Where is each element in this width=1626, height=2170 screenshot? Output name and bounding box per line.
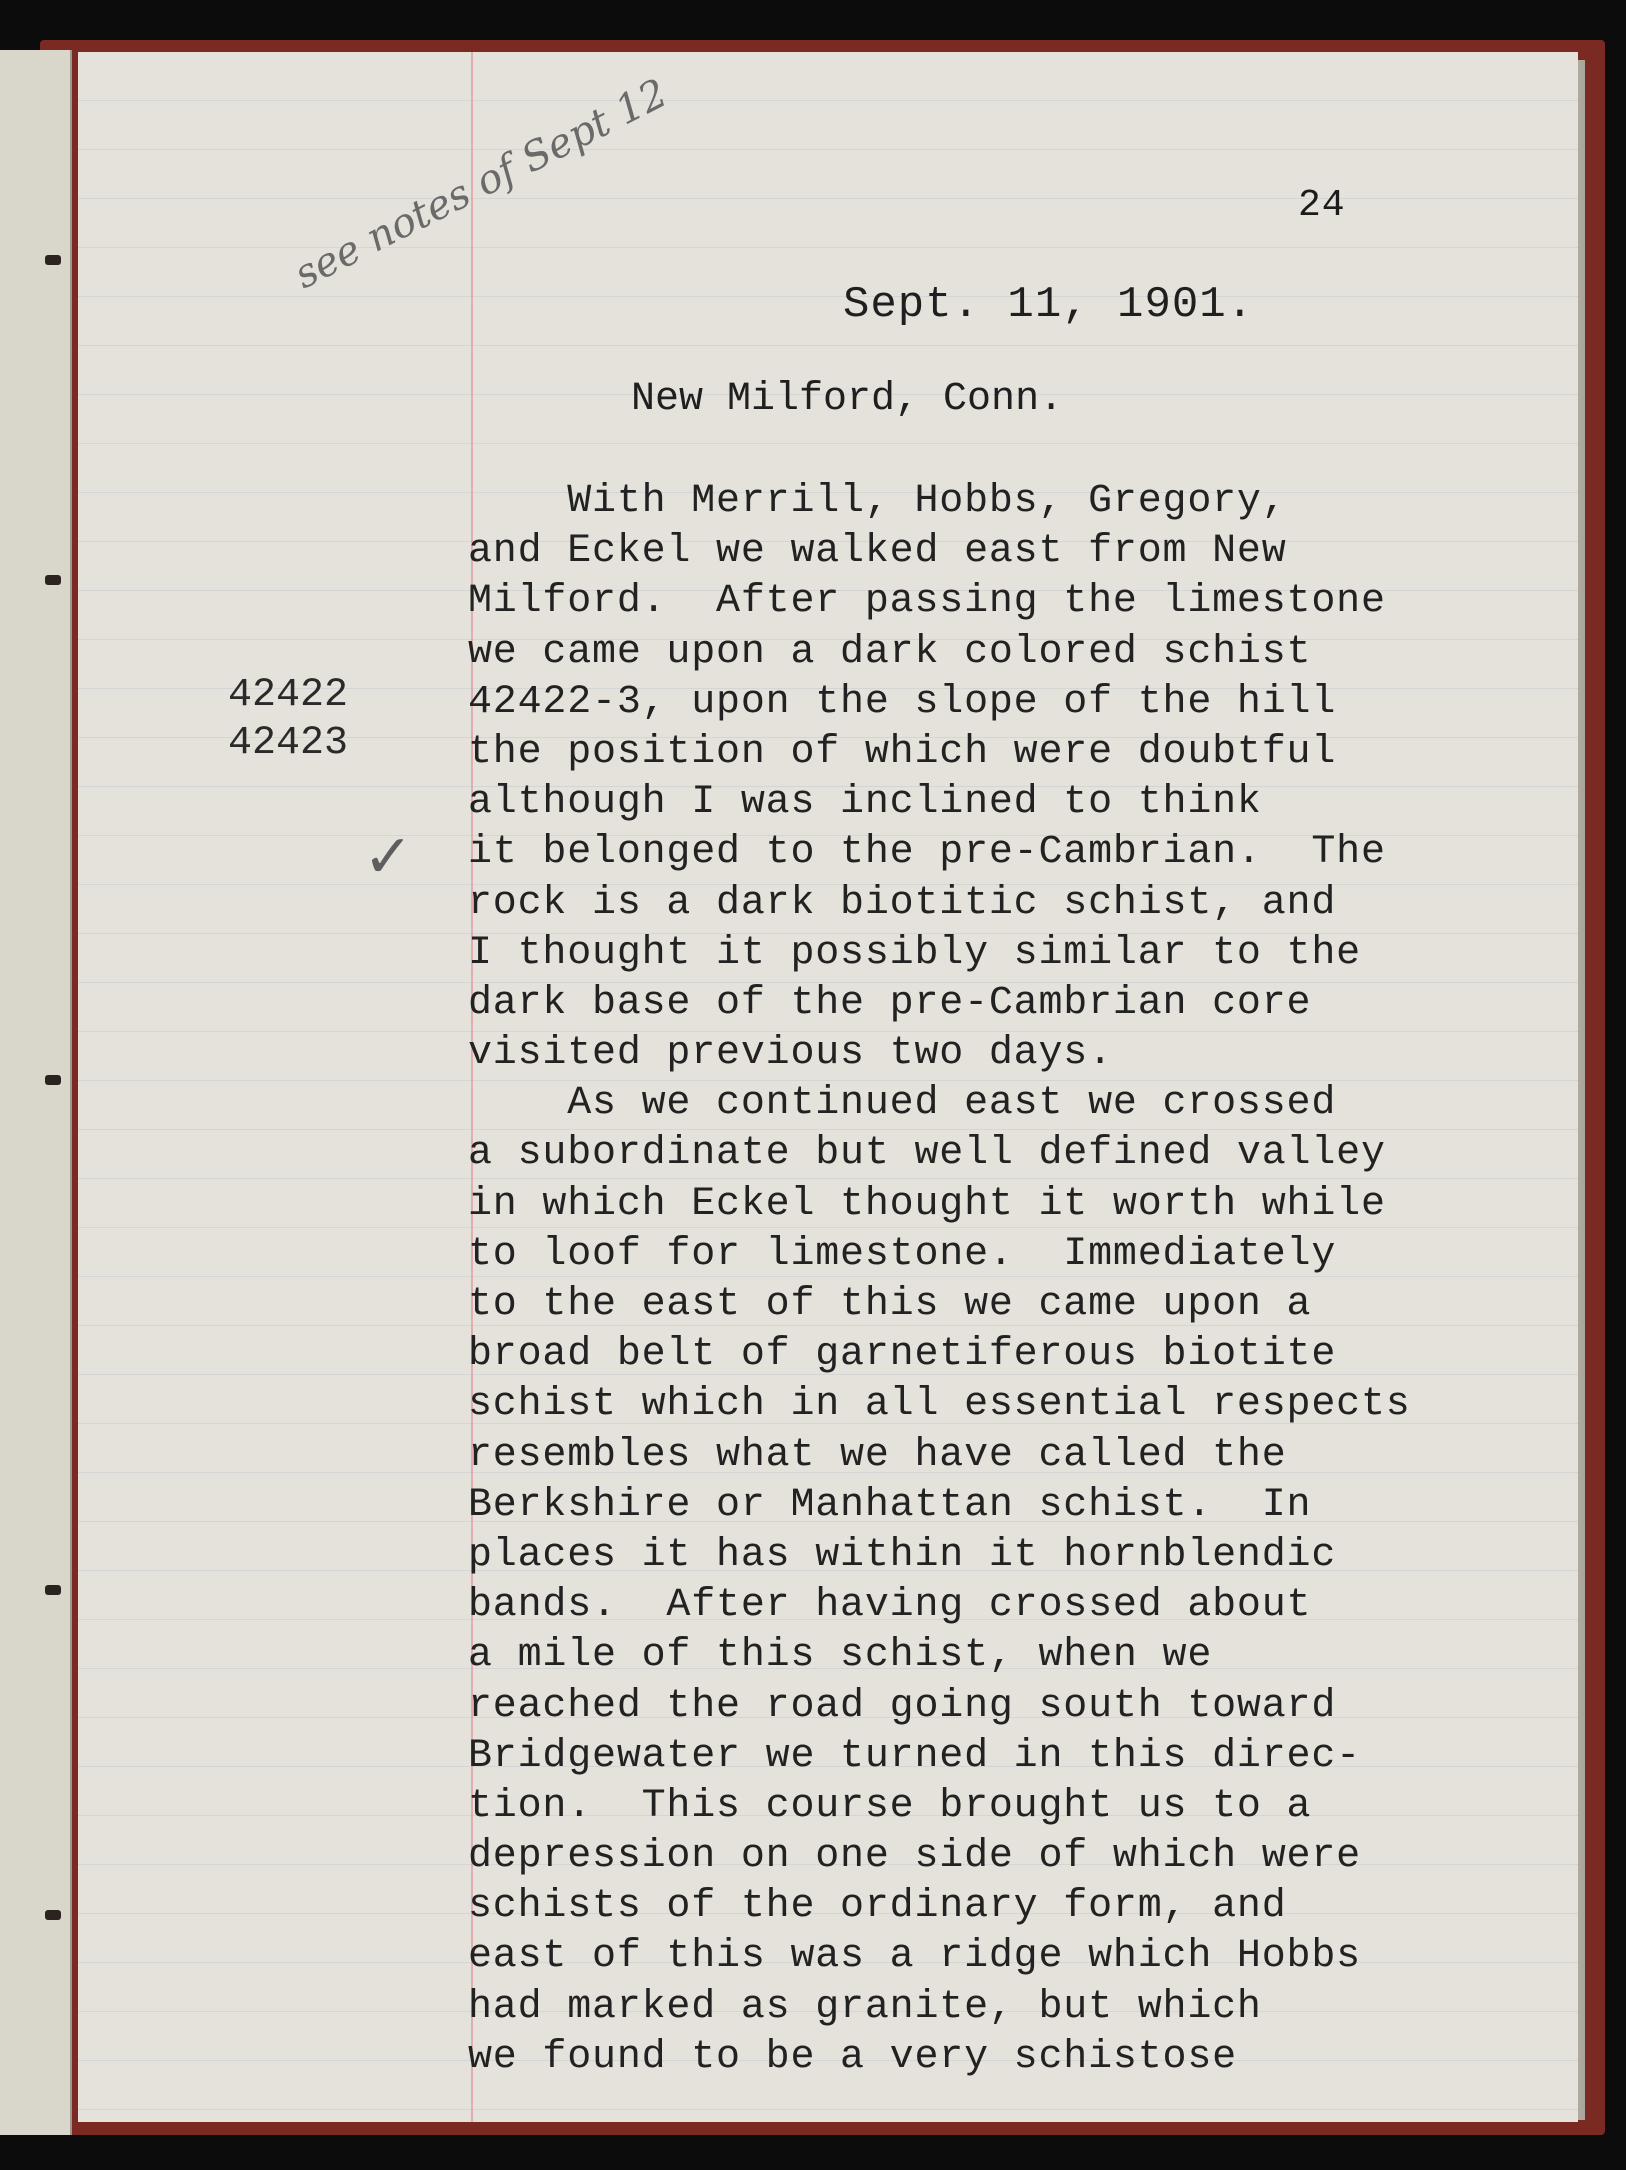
binding-hole xyxy=(45,255,61,265)
text-line: places it has within it hornblendic xyxy=(468,1532,1337,1578)
binding-hole xyxy=(45,1910,61,1920)
text-line: a mile of this schist, when we xyxy=(468,1633,1213,1679)
text-line: dark base of the pre-Cambrian core xyxy=(468,980,1312,1026)
text-line: bands. After having crossed about xyxy=(468,1583,1312,1629)
binding-hole xyxy=(45,575,61,585)
specimen-numbers xyxy=(228,672,348,768)
text-line: a subordinate but well defined valley xyxy=(468,1131,1386,1177)
text-line: had marked as granite, but which xyxy=(468,1984,1262,2030)
text-line: schists of the ordinary form, and xyxy=(468,1884,1287,1930)
entry-place: New Milford, Conn. xyxy=(631,377,1064,422)
binding-hole xyxy=(45,1585,61,1595)
text-line: I thought it possibly similar to the xyxy=(468,930,1361,976)
check-mark-icon: ✓ xyxy=(363,822,414,892)
text-line: rock is a dark biotitic schist, and xyxy=(468,880,1337,926)
text-line: in which Eckel thought it worth while xyxy=(468,1181,1386,1227)
specimen-number: 42423 xyxy=(228,721,349,766)
text-line: we found to be a very schistose xyxy=(468,2034,1237,2080)
text-line: and Eckel we walked east from New xyxy=(468,529,1287,575)
text-line: east of this was a ridge which Hobbs xyxy=(468,1934,1361,1980)
text-line: Bridgewater we turned in this direc- xyxy=(468,1733,1361,1779)
notebook-page xyxy=(78,52,1578,2122)
text-line: As we continued east we crossed xyxy=(468,1081,1337,1127)
text-line: to loof for limestone. Immediately xyxy=(468,1231,1337,1277)
page-number: 24 xyxy=(1298,184,1346,227)
text-line: Berkshire or Manhattan schist. In xyxy=(468,1482,1312,1528)
binding-hole xyxy=(45,1075,61,1085)
text-line: we came upon a dark colored schist xyxy=(468,629,1312,675)
typed-body-text xyxy=(468,477,1578,2083)
text-line: Milford. After passing the limestone xyxy=(468,579,1386,625)
text-line: With Merrill, Hobbs, Gregory, xyxy=(468,479,1287,524)
specimen-number: 42422 xyxy=(228,673,349,718)
entry-date: Sept. 11, 1901. xyxy=(843,280,1255,330)
text-line: reached the road going south toward xyxy=(468,1683,1337,1729)
text-line: it belonged to the pre-Cambrian. The xyxy=(468,830,1386,876)
text-line: although I was inclined to think xyxy=(468,780,1262,826)
text-line: the position of which were doubtful xyxy=(468,729,1337,775)
text-line: to the east of this we came upon a xyxy=(468,1282,1312,1327)
text-line: resembles what we have called the xyxy=(468,1432,1287,1478)
text-line: depression on one side of which were xyxy=(468,1834,1361,1880)
text-line: broad belt of garnetiferous biotite xyxy=(468,1332,1337,1378)
text-line: tion. This course brought us to a xyxy=(468,1783,1312,1829)
handwritten-margin-note: see notes of Sept 12 xyxy=(287,70,675,298)
text-line: 42422-3, upon the slope of the hill xyxy=(468,679,1337,725)
text-line: schist which in all essential respects xyxy=(468,1382,1411,1428)
text-line: visited previous two days. xyxy=(468,1031,1113,1077)
left-page-edge xyxy=(0,50,72,2135)
